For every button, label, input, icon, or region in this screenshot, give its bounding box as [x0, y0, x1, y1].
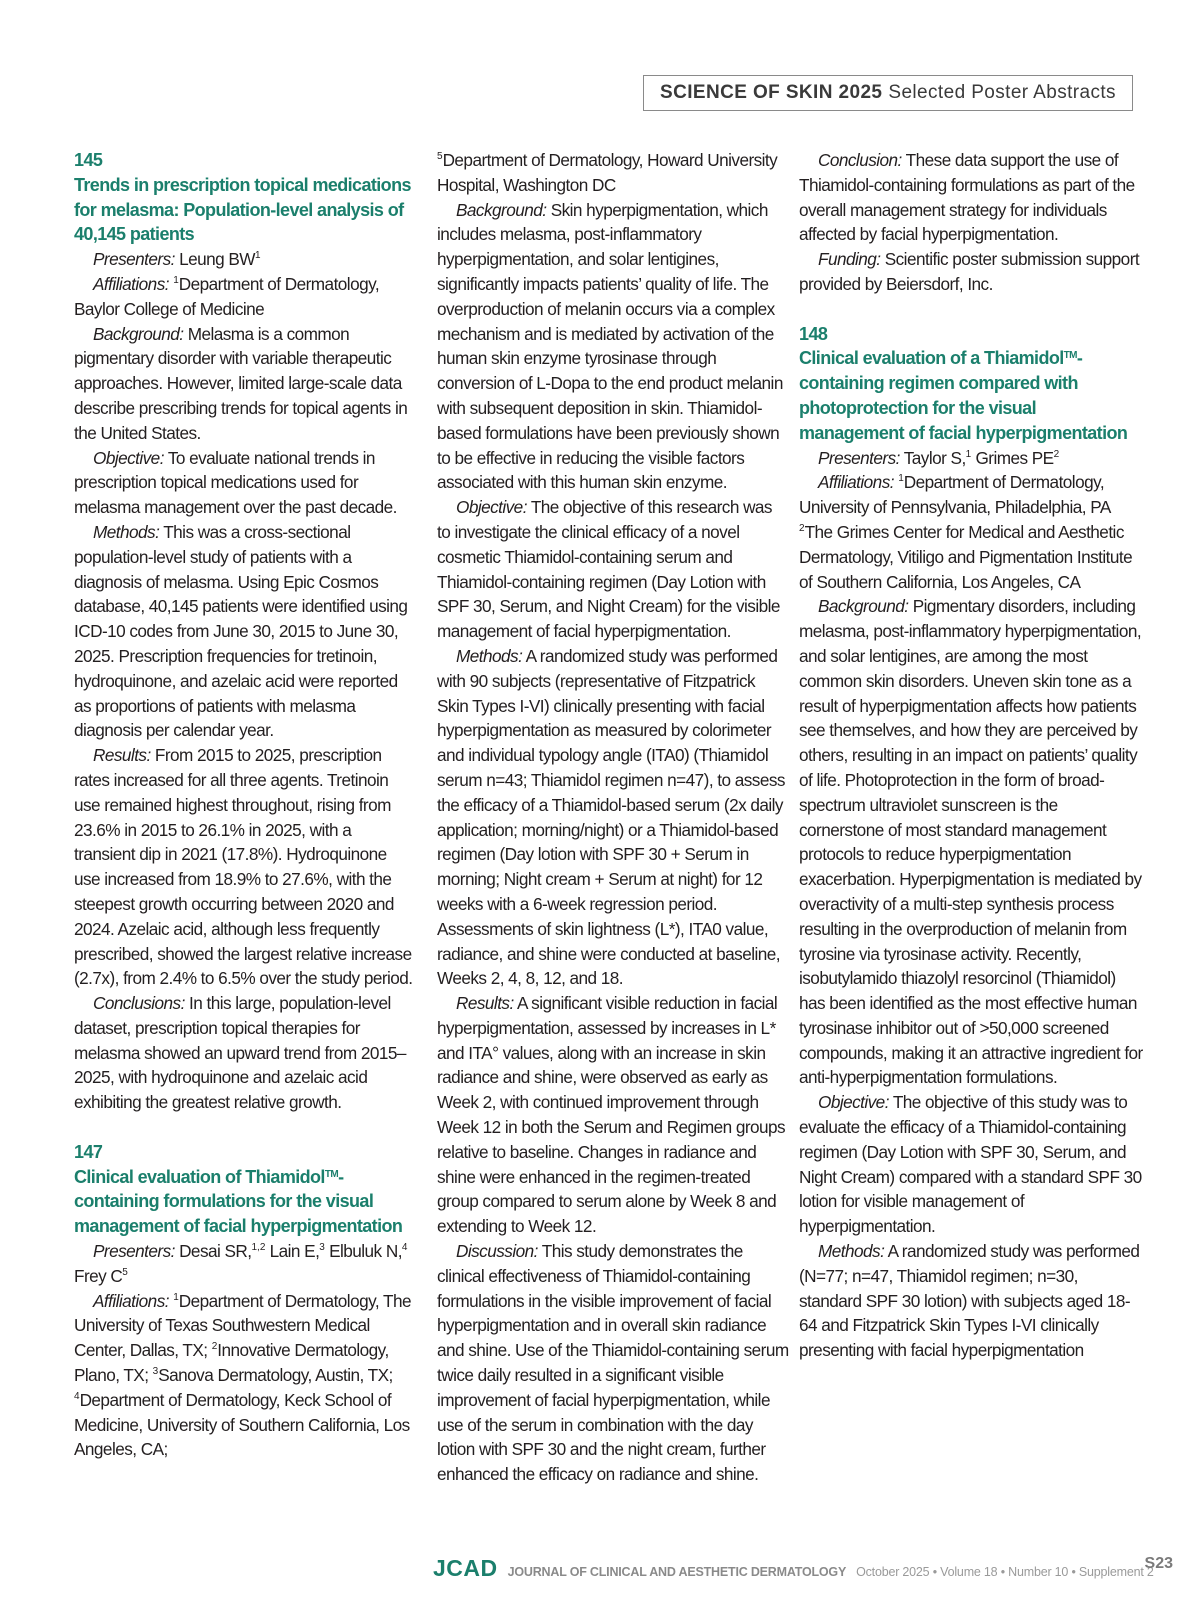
conclusion-label: Conclusion:	[818, 150, 902, 170]
abstract-number: 148	[799, 323, 828, 344]
background-label: Background:	[456, 199, 547, 220]
affiliations	[799, 470, 1144, 594]
results	[437, 991, 789, 1239]
abstract-title: Trends in prescription topical medications for melasma: Population-level analysis of 40,145 patients	[74, 174, 411, 245]
conclusions-text: In this large, population-level dataset, prescription topical therapies for melasma showed an upward trend from 2015–2025, with hydroquinone and azelaic acid exhibiting the greatest relative growth.	[74, 993, 406, 1113]
discussion-text: This study demonstrates the clinical effectiveness of Thiamidol-containing formulations in the visible improvement of facial hyperpigmentation and in overall skin radiance and shine. Use of the Thiamidol-containing serum twice daily resulted in a significant visible improvement of facial hyperpigmentation, while use of the serum in combination with the day lotion with SPF 30 and the night cream, further enhanced the efficacy on radiance and shine.	[437, 1241, 789, 1485]
presenters	[74, 1239, 414, 1289]
title-part: Clinical evaluation of Thiamidol	[74, 1166, 325, 1187]
methods-label: Methods:	[818, 1241, 885, 1262]
affiliation-marker: 3	[319, 1242, 325, 1254]
methods	[437, 644, 789, 991]
header-section-title: SCIENCE OF SKIN 2025	[660, 82, 883, 103]
conclusions-label: Conclusions:	[93, 993, 185, 1014]
objective-label: Objective:	[93, 447, 164, 468]
presenter-name: Grimes PE	[971, 447, 1054, 468]
presenter-name: Desai SR,	[174, 1241, 252, 1262]
affiliation-marker: 3	[152, 1366, 159, 1378]
column-2	[437, 148, 789, 1487]
methods-text: A randomized study was performed with 90 subjects (representative of Fitzpatrick Skin Types I-VI) clinically presenting with facial hyperpigmentation as measured by colorimeter and individual typology angle (ITA0) (Thiamidol serum n=43; Thiamidol regimen n=47), to assess the efficacy of a Thiamidol-based serum (2x daily application; morning/night) or a Thiamidol-based regimen (Day lotion with SPF 30 + Serum in morning; Night cream + Serum at night) for 12 weeks with a 6-week regression period. Assessments of skin lightness (L*), ITA0 value, radiance, and shine were conducted at baseline, Weeks 2, 4, 8, 12, and 18.	[437, 645, 785, 989]
affiliation-marker: 1,2	[251, 1242, 266, 1254]
objective	[799, 1090, 1144, 1239]
affiliation-marker: 5	[122, 1266, 128, 1278]
affiliations-label: Affiliations:	[93, 273, 169, 294]
page-number: S23	[1144, 1555, 1173, 1572]
affiliation-marker: 1	[173, 274, 179, 286]
abstract-title	[799, 346, 1144, 445]
affiliations-continued	[437, 148, 789, 198]
affiliation-text: Department of Dermatology, The University of Texas Southwestern Medical Center, Dallas, TX;	[74, 1290, 411, 1361]
affiliation-marker: 1	[173, 1291, 179, 1303]
affiliation-marker: 4	[401, 1242, 408, 1254]
objective	[74, 446, 414, 520]
presenters	[74, 247, 414, 272]
background	[437, 198, 789, 496]
presenter-name: Taylor S,	[899, 447, 966, 468]
background-text: Melasma is a common pigmentary disorder with variable therapeutic approaches. However, limited large-scale data describe prescribing trends for topical agents in the United States.	[74, 323, 408, 443]
affiliation-marker: 2	[799, 522, 805, 534]
affiliation-text: Innovative Dermatology, Plano, TX;	[74, 1340, 389, 1386]
background-text: Skin hyperpigmentation, which includes melasma, post-inflammatory hyperpigmentation, and solar lentigines, significantly impacts patients’ quality of life. The overproduction of melanin occurs via a complex mechanism and is mediated by activation of the human skin enzyme tyrosinase through conversion of L-Dopa to the end product melanin with subsequent deposition in skin. Thiamidol-based formulations have been previously shown to be effective in reducing the visible factors associated with this human skin enzyme.	[437, 199, 783, 493]
presenter-name: Frey C	[74, 1265, 123, 1286]
affiliations	[74, 272, 414, 322]
affiliations-label: Affiliations:	[818, 472, 894, 493]
objective-text: To evaluate national trends in prescription topical medications used for melasma management over the past decade.	[74, 447, 397, 518]
title-part: -containing formulations for the visual management of facial hyperpigmentation	[74, 1166, 403, 1237]
results-label: Results:	[456, 993, 514, 1014]
header-section-subtitle: Selected Poster Abstracts	[888, 82, 1116, 103]
results-text: A significant visible reduction in facial hyperpigmentation, assessed by increases in L* and ITA° values, along with an increase in skin radiance and shine, were observed as early as Week 2, with continued improvement through Week 12 in both the Serum and Regimen groups relative to baseline. Changes in radiance and shine were enhanced in the regimen-treated group compared to serum alone by Week 8 and extending to Week 12.	[437, 993, 786, 1237]
background-text: Pigmentary disorders, including melasma, post-inflammatory hyperpigmentation, and solar lentigines, are among the most common skin disorders. Uneven skin tone as a result of hyperpigmentation affects how patients see themselves, and how they are perceived by others, resulting in an impact on patients’ quality of life. Photoprotection in the form of broad-spectrum ultraviolet sunscreen is the cornerstone of most standard management protocols to reduce hyperpigmentation exacerbation. Hyperpigmentation is mediated by overactivity of a multi-step synthesis process resulting in the overproduction of melanin from tyrosine via tyrosinase activity. Recently, isobutylamido thiazolyl resorcinol (Thiamidol) has been identified as the most effective human tyrosinase inhibitor out of >50,000 screened compounds, making it an attractive ingredient for anti-hyperpigmentation formulations.	[799, 596, 1143, 1088]
funding	[799, 247, 1144, 297]
conclusions	[74, 991, 414, 1115]
results-label: Results:	[93, 745, 151, 766]
funding-label: Funding:	[818, 249, 881, 270]
affiliation-text: Department of Dermatology, Howard University Hospital, Washington DC	[437, 150, 778, 195]
background-label: Background:	[93, 323, 184, 344]
conclusion	[799, 148, 1144, 247]
column-1	[74, 148, 414, 1462]
abstract-148	[799, 322, 1144, 1363]
column-3	[799, 148, 1144, 1363]
abstract-number: 147	[74, 1141, 103, 1162]
affiliation-text: Department of Dermatology, Keck School of Medicine, University of Southern California, Los Angeles, CA;	[74, 1389, 410, 1460]
discussion-label: Discussion:	[456, 1241, 538, 1262]
methods	[74, 520, 414, 743]
conclusion-text: These data support the use of Thiamidol-containing formulations as part of the overall management strategy for individuals affected by facial hyperpigmentation.	[799, 150, 1135, 245]
methods-text: This was a cross-sectional population-level study of patients with a diagnosis of melasma. Using Epic Cosmos database, 40,145 patients were identified using ICD-10 codes from June 30, 2015 to June 30, 2025. Prescription frequencies for tretinoin, hydroquinone, and azelaic acid were reported as proportions of patients with melasma diagnosis per calendar year.	[74, 521, 408, 741]
affiliation-marker: 1	[898, 473, 904, 485]
title-part: -containing regimen compared with photoprotection for the visual management of facial hyperpigmentation	[799, 348, 1128, 443]
methods-label: Methods:	[456, 645, 523, 666]
journal-logo: JCAD	[433, 1555, 498, 1581]
funding-text: Scientific poster submission support provided by Beiersdorf, Inc.	[799, 249, 1140, 294]
methods-text: A randomized study was performed (N=77; n=47, Thiamidol regimen; n=30, standard SPF 30 lotion) with subjects aged 18-64 and Fitzpatrick Skin Types I-VI clinically presenting with facial hyperpigmentation	[799, 1241, 1140, 1361]
affiliation-marker: 2	[211, 1341, 218, 1353]
background	[74, 322, 414, 446]
presenter-name: Elbuluk N,	[324, 1241, 402, 1262]
objective-text: The objective of this study was to evaluate the efficacy of a Thiamidol-containing regimen (Day Lotion with SPF 30, Serum, and Night Cream) compared with a standard SPF 30 lotion for visible management of hyperpigmentation.	[799, 1092, 1142, 1237]
affiliations-label: Affiliations:	[93, 1290, 169, 1311]
affiliation-text: Department of Dermatology, University of Pennsylvania, Philadelphia, PA	[799, 472, 1111, 518]
affiliation-marker: 1	[254, 250, 261, 262]
issue-info: October 2025 • Volume 18 • Number 10 • Supplement 2	[856, 1565, 1154, 1579]
trademark-mark: TM	[1063, 350, 1077, 362]
presenters-label: Presenters:	[93, 249, 175, 270]
abstract-145	[74, 148, 414, 1115]
discussion	[437, 1239, 789, 1487]
running-header	[643, 75, 1133, 111]
presenters-label: Presenters:	[93, 1241, 175, 1262]
abstract-title	[74, 1165, 414, 1239]
presenters-names: Leung BW	[174, 249, 255, 270]
title-part: Clinical evaluation of a Thiamidol	[799, 348, 1064, 369]
results	[74, 743, 414, 991]
presenter-name: Lain E,	[265, 1241, 320, 1262]
trademark-mark: TM	[324, 1168, 339, 1180]
affiliation-text: The Grimes Center for Medical and Aesthetic Dermatology, Vitiligo and Pigmentation Institute of Southern California, Los Angeles, CA	[799, 521, 1133, 592]
methods-label: Methods:	[93, 521, 160, 542]
methods	[799, 1239, 1144, 1363]
objective	[437, 495, 789, 644]
presenters-label: Presenters:	[818, 447, 900, 468]
background-label: Background:	[818, 596, 909, 617]
affiliation-text: Sanova Dermatology, Austin, TX;	[158, 1365, 393, 1386]
objective-text: The objective of this research was to investigate the clinical efficacy of a novel cosmetic Thiamidol-containing serum and Thiamidol-containing regimen (Day Lotion with SPF 30, Serum, and Night Cream) for the visible management of facial hyperpigmentation.	[437, 497, 780, 642]
abstract-number: 145	[74, 150, 103, 170]
page-footer	[433, 1555, 1173, 1585]
affiliations	[74, 1289, 414, 1463]
results-text: From 2015 to 2025, prescription rates increased for all three agents. Tretinoin use remained highest throughout, rising from 23.6% in 2015 to 26.1% in 2025, with a transient dip in 2021 (17.8%). Hydroquinone use increased from 18.9% to 27.6%, with the steepest growth occurring between 2020 and 2024. Azelaic acid, although less frequently prescribed, showed the largest relative increase (2.7x), from 2.4% to 6.5% over the study period.	[74, 745, 413, 989]
affiliation-marker: 5	[437, 151, 443, 162]
objective-label: Objective:	[818, 1092, 889, 1113]
journal-name: JOURNAL OF CLINICAL AND AESTHETIC DERMATOLOGY	[507, 1565, 847, 1579]
background	[799, 594, 1144, 1090]
affiliations-text: Department of Dermatology, Baylor College of Medicine	[74, 273, 380, 319]
objective-label: Objective:	[456, 497, 527, 518]
affiliation-marker: 2	[1053, 448, 1060, 460]
affiliation-marker: 1	[965, 448, 972, 460]
presenters	[799, 446, 1144, 471]
affiliation-marker: 4	[74, 1390, 80, 1402]
abstract-147	[74, 1140, 414, 1462]
